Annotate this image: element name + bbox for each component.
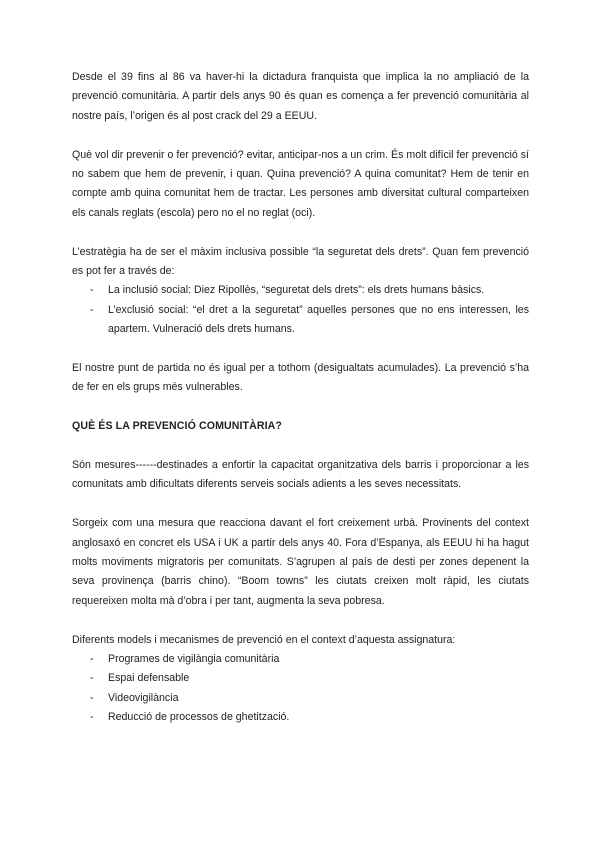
paragraph-models-lead: Diferents models i mecanismes de prevenció en el context d’aquesta assignatura: (72, 633, 456, 646)
list-item (72, 669, 529, 688)
list-item (72, 301, 529, 340)
list-bullet: - (90, 691, 94, 704)
list-item-text: Espai defensable (108, 672, 190, 685)
list-item (72, 708, 529, 727)
list-item-text: Programes de vigilàngia comunitària (108, 653, 280, 666)
list-bullet: - (90, 284, 94, 297)
list-item-text: Videovigilància (108, 691, 179, 704)
list-bullet: - (90, 303, 94, 316)
list-item-text: La inclusió social: Diez Ripollès, “seguretat dels drets”: els drets humans bàsics. (108, 284, 485, 297)
models-list (72, 650, 529, 728)
list-item-text: Reducció de processos de ghetització. (108, 711, 290, 724)
list-bullet: - (90, 653, 94, 666)
paragraph-what-is-prevention: Què vol dir prevenir o fer prevenció? evitar, anticipar-nos a un crim. És molt difícil fer prevenció sí no sabem que hem de prevenir, i quan. Quina prevenció? A quina comunitat? Hem de tenir en compte amb quina comunitat hem de tractar. Les persones amb diversitat cultural comparteixen els canals reglats (escola) pero no el no reglat (oci). (72, 148, 529, 219)
list-bullet: - (90, 711, 94, 724)
document-body (72, 68, 529, 747)
list-bullet: - (90, 672, 94, 685)
section-heading: QUÈ ÉS LA PREVENCIÓ COMUNITÀRIA? (72, 420, 282, 433)
paragraph-origin: Sorgeix com una mesura que reacciona davant el fort creixement urbà. Provinents del context anglosaxó en concret els USA i UK a partir dels anys 40. Fora d’Espanya, als EEUU hi ha hagut molts moviments migratoris per comunitats. S’agrupen al país de desti per zones depenent la seva provinença (barris chino). “Boom towns” les ciutats creixen molt ràpid, les ciutats requereixen molta mà d’obra i per tant, augmenta la seva pobresa. (72, 517, 529, 607)
list-item (72, 650, 529, 669)
paragraph-starting-point: El nostre punt de partida no és igual per a tothom (desigualtats acumulades). La prevenció s’ha de fer en els grups més vulnerables. (72, 362, 529, 394)
strategy-list (72, 281, 529, 339)
list-item (72, 689, 529, 708)
paragraph-measures: Són mesures------destinades a enfortir la capacitat organitzativa dels barris i proporcionar a les comunitats amb dificultats diferents serveis socials adients a les seves necessitats. (72, 459, 529, 491)
list-item (72, 281, 529, 300)
list-item-text: L’exclusió social: “el dret a la seguretat” aquelles persones que no ens interessen, les apartem. Vulneració dels drets humans. (108, 303, 529, 336)
paragraph-strategy-lead: L’estratègia ha de ser el màxim inclusiva possible “la seguretat dels drets”. Quan fem prevenció es pot fer a través de: (72, 245, 529, 278)
paragraph-dictatorship: Desde el 39 fins al 86 va haver-hi la dictadura franquista que implica la no ampliació de la prevenció comunitària. A partir dels anys 90 és quan es comença a fer prevenció comunitària al nostre país, l’origen és al post crack del 29 a EEUU. (72, 71, 529, 122)
